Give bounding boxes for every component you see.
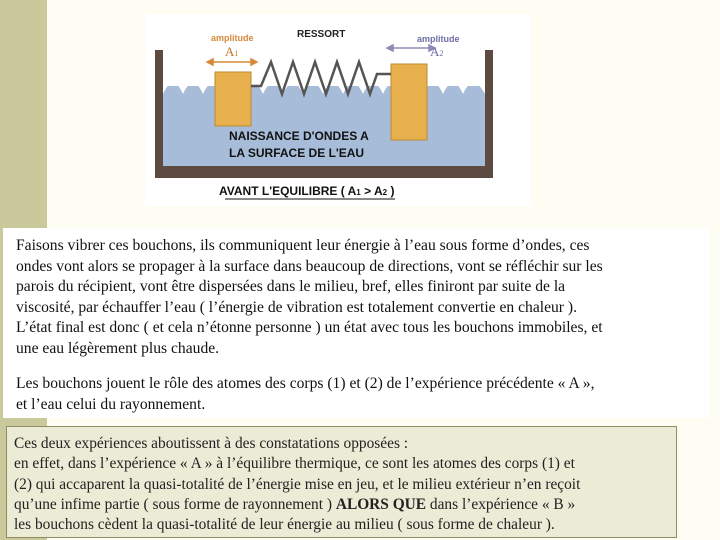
paragraph1-line: viscosité, par échauffer l’eau ( l’énergie de vibration est totalement convertie en chaleur ).: [16, 298, 577, 316]
paragraph1-line: parois du récipient, vont être dispersées dans le milieu, bref, elles finiront par suite de la: [16, 278, 566, 295]
cork-left: [215, 72, 251, 126]
paragraph2-line: Les bouchons jouent le rôle des atomes des corps (1) et (2) de l’expérience précédente « A »,: [16, 375, 595, 392]
conclusion-line-start: qu’une infime partie ( sous forme de rayonnement ): [14, 495, 336, 513]
paragraph1-line: L’état final est donc ( et cela n’étonne personne ) un état avec tous les bouchons immobiles, et: [16, 319, 603, 336]
a1-label: A1: [225, 44, 239, 59]
paragraph2-line: et l’eau celui du rayonnement.: [16, 395, 206, 413]
amplitude-right-label: amplitude: [417, 34, 460, 44]
conclusion-line: les bouchons cèdent la quasi-totalité de leur énergie au milieu ( sous forme de chaleur ).: [14, 516, 555, 534]
amplitude-left-arrow: [207, 59, 257, 65]
conclusion-line: (2) qui accaparent la quasi-totalité de l’énergie mise en jeu, et le milieu extérieur n’en reçoit: [14, 475, 581, 493]
conclusion-line-end: dans l’expérience « B »: [426, 495, 576, 513]
conclusion-paragraph: [14, 434, 674, 535]
container-bottom: [155, 166, 493, 178]
amplitude-left-label: amplitude: [211, 33, 254, 43]
figure-caption: AVANT L'EQUILIBRE ( A1 > A2 ): [219, 184, 395, 198]
conclusion-emphasis: ALORS QUE: [335, 495, 427, 513]
container-left-wall: [155, 50, 163, 178]
amplitude-right-arrow: [387, 45, 435, 51]
waves-label-line1: NAISSANCE D'ONDES A: [229, 129, 369, 143]
a2-label: A2: [430, 44, 444, 59]
cork-right: [391, 64, 427, 140]
explanation-text-block: [3, 228, 709, 418]
spring-corks-figure: [145, 14, 531, 206]
figure-drawing: [145, 14, 531, 206]
waves-label-line2: LA SURFACE DE L'EAU: [229, 146, 365, 160]
conclusion-box: [6, 426, 677, 538]
spring-label: RESSORT: [297, 29, 346, 40]
paragraph1-line: Faisons vibrer ces bouchons, ils communiquent leur énergie à l’eau sous forme d’ondes, ces: [16, 237, 590, 254]
conclusion-line: en effet, dans l’expérience « A » à l’équilibre thermique, ce sont les atomes des corps (1) et: [14, 455, 575, 473]
container-right-wall: [485, 50, 493, 178]
paragraph-analogy: [16, 374, 706, 415]
paragraph1-line: une eau légèrement plus chaude.: [16, 339, 220, 357]
conclusion-line: Ces deux expériences aboutissent à des constatations opposées :: [14, 435, 409, 452]
paragraph1-line: ondes vont alors se propager à la surface dans beaucoup de directions, vont se réfléchir sur les: [16, 257, 603, 275]
paragraph-vibration: [16, 236, 706, 359]
